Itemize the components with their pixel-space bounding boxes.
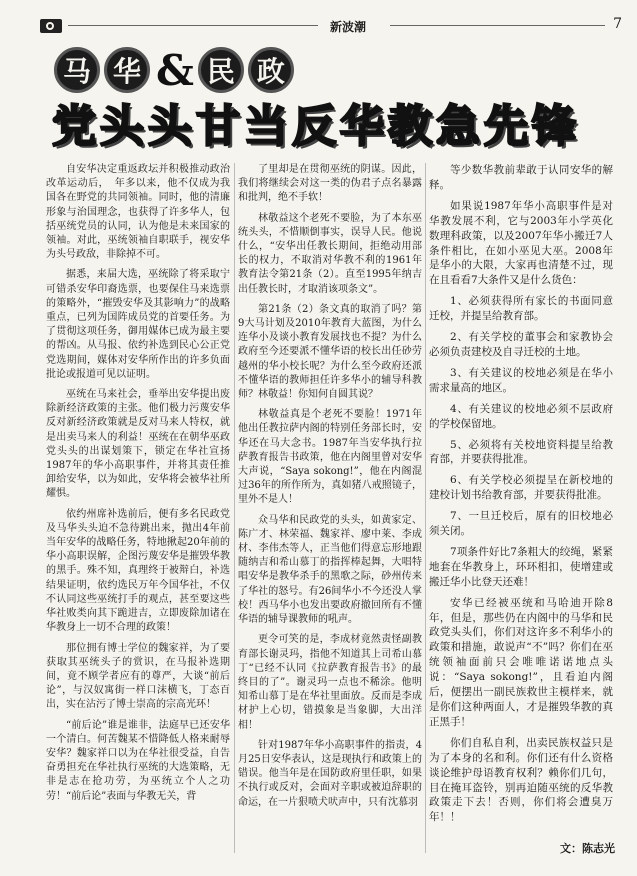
paragraph: 7项条件好比7条粗大的绞绳，紧紧地套在华教身上，环环相扣，使增建或搬迁华小比登天还难！ <box>429 545 613 588</box>
list-item: 6、有关学校必须提呈在新校地的建校计划书给教育部，并要获得批准。 <box>429 474 613 502</box>
paragraph: 针对1987年华小高职事件的指责，4月25日安华表认，这是现执行和政策上的错误。他当年是在国防政府里任职，如果不执行或反对，会面对辛职或被迫辞职的命运，在一片狠喷犬吠声中，只有沈慕羽 <box>238 739 422 808</box>
list-item: 2、有关学校的董事会和家教协会必须负责建校及自寻迁校的土地。 <box>429 331 613 358</box>
paragraph: 巫统在马来社会，垂举出安华提出废除新经济政策的主张。他们极力污蔑安华反对新经济政策就是反对马来人特权，就是出卖马来人的利益！巫统在在朝华巫政党头头的出谋划策下，锁定在华社宣扬1987年的华小高职事件，并将其责任推卸给安华，以为如此，安华将会被华社所耀惧。 <box>46 389 230 500</box>
section-badge-zheng: 政 <box>248 47 294 93</box>
section-badge-ampersand: & <box>156 45 194 95</box>
list-item: 3、有关建议的校地必须是在华小需求量高的地区。 <box>429 366 613 394</box>
paragraph: 林敬益真是个老死不要脸！1971年他出任教拉萨内阁的特别任务部长时，安华还在马大念书。1987年当安华执行拉萨教育报告书政策，他在内阁里曾对安华大声说，“Saya sokong!”，他在内阁混过36年的所作所为，真如猪八戒照镜子，里外不是人！ <box>238 409 422 506</box>
page-number: 7 <box>613 16 622 32</box>
section-badges <box>54 44 298 96</box>
magazine-name: 新波潮 <box>330 20 367 34</box>
column-divider <box>425 163 426 853</box>
paragraph: 等少数华教前辈敢于认同安华的解释。 <box>429 164 613 191</box>
page-header <box>40 18 622 38</box>
paragraph: “前后论”谁是谁非，法庭早已还安华一个清白。何苦魏某不惜降低人格来耐辱安华？魏家祥口以为在华社很受益，自告奋勇担充在华社执行巫统的大选策略，无非是志在抢功劳，为巫统立个人之功劳！“前后论”表面与华教无关，背 <box>46 719 230 802</box>
section-badge-ma: 马 <box>54 47 100 93</box>
list-item: 1、必须获得所有家长的书面同意迁校，并提呈给教育部。 <box>429 295 613 323</box>
paragraph: 如果说1987年华小高职事件是对华教发展不利，它与2003年小学英化数理科政策，以及2007年华小搬迁7人条件相比，在如小巫见大巫。2008年是华小的大限，大家再也清楚不过，现在且看看7大条件又是什么货色： <box>429 199 613 287</box>
paragraph: 那位拥有博士学位的魏家祥，为了要获取其巫统头子的赏识，在马报补选期间，竟不顾学者应有的尊严，大谈“前后论”，与汉奴寓街一样口沫横飞，丁态百出，实在沾污了博士崇高的宗高光环！ <box>46 642 230 711</box>
article-title: 党头头甘当反华教急先锋 <box>52 101 580 152</box>
paragraph: 了里却是在贯彻巫统的阴谋。因此，我们将继续会对这一类的伪君子点名暴露和批判，绝不手软！ <box>238 164 422 204</box>
author-byline: 文：陈志光 <box>560 842 615 855</box>
header-rule-right <box>390 25 605 26</box>
paragraph: 众马华和民政党的头头，如黄家定、陈广才、林荣福、魏家祥、廖中莱、李成材、李伟杰等人，正当他们得意忘形地跟随纳吉和希山慕丁的指挥棒起舞，大唱特唱安华是教华杀手的黑歌之际，砂州传来了华社的怒号。有26间华小不今还没人掌校！西马华小也发出要政府撤回所有不懂华语的辅导课教师的吼声。 <box>238 514 422 626</box>
paragraph: 安华已经被巫统和马哈迪开除8年，但是，那些仍在内阁中的马华和民政党头头们，你们对这许多不利华小的政策和措施，敢说声“不”吗？你们在巫统领袖面前只会唯唯诺诺地点头说：“Saya sokong!”，且看迫内阁后，便摆出一副民族救世主模样来，就是你们这种两面人，才是摧毁华教的真正黑手！ <box>429 596 613 728</box>
article-column-1 <box>46 163 230 810</box>
section-badge-min: 民 <box>198 47 244 93</box>
paragraph: 更令可笑的是，李成材竟然责怪副教育部长谢灵玛，指他不知道其上司希山慕丁“已经不认同《拉萨教育报告书》的最终目的了”。谢灵玛一点也不稀涂。他明知希山慕丁是在华社里面放。反而是李成材护上心切，错摸象是当象脚，大出洋相！ <box>238 634 422 731</box>
article-column-3 <box>429 163 613 831</box>
column-divider <box>234 163 235 853</box>
magazine-logo-icon <box>40 19 62 33</box>
paragraph: 林敬益这个老死不要脸，为了本东巫统头头，不惜顺倒事实，误导人民。他说什么，“安华出任教长期间，拒绝动用部长的权力，不取消对华教不利的1961年教育法令第21条（2）。直至1995年纳吉出任教长时，才取消该项条文”。 <box>238 212 422 295</box>
conditions-list <box>429 294 613 539</box>
list-item: 7、一旦迁校后，原有的旧校地必须关闭。 <box>429 510 613 538</box>
paragraph: 自安华决定重返政坛并积极推动政治改革运动后， 年多以来，他不仅成为我国各在野党的共同领袖。同时，他的清廉形象与治国理念，也获得了许多华人，包括巫统党员的认同，认为他是未来国家的领袖。对此，巫统领袖自职联手，视安华为头号政敌，非除掉不可。 <box>46 164 230 261</box>
list-item: 5、必须将有关校地资料提呈给教育部，并要获得批准。 <box>429 438 613 466</box>
header-rule-left <box>68 25 318 26</box>
paragraph: 据悉，来届大选，巫统除了将采取宁可错杀安华印裔选票，也要保住马来选票的策略外，“摧毁安华及其影响力”的战略重点，已列为国阵成员党的首要任务。为了贯彻这项任务，御用媒体已成为最主要的帮凶。从马报、依约补选到民心公正党党选期间，媒体对安华所作出的许多负面批论或报道可见以证明。 <box>46 269 230 380</box>
paragraph: 第21条（2）条文真的取消了吗？第9大马计划及2010年教育大蓝图，为什么连华小及谈小教育发展找也不提？为什么政府至今还要派不懂华语的校长出任砂劳越州的华小校长呢？为什么至今政府还派不懂华语的教师担任许多华小的辅导科教师？林敬益！你知何自圆其说？ <box>238 303 422 401</box>
section-badge-hua: 华 <box>104 47 150 93</box>
article-column-2 <box>238 163 422 816</box>
paragraph: 你们自私自利，出卖民族权益只是为了本身的名和利。你们还有什么资格谈论维护母语教育权利？赖你们几句，目在掩耳盗铃，别再迫随巫统的反华教政策走下去！否则，你们将会遭臭万年！！ <box>429 736 613 824</box>
list-item: 4、有关建议的校地必须不层政府的学校保留地。 <box>429 402 613 430</box>
paragraph: 依约州席补选前后，便有多名民政党及马华头头迫不急待跳出来，抛出4年前当年安华的战略任务，特地揪起20年前的华小高职误解，企图污蔑安华是摧毁华教的黑手。殊不知，真理终于被辩白，补选结果证明，依约选民万年今国华社，不仅不认同这些巫统打手的观点，甚至要这些华社败类向其下跪进吉，立即废除加诸在华教身上一切不合理的政策！ <box>46 508 230 634</box>
